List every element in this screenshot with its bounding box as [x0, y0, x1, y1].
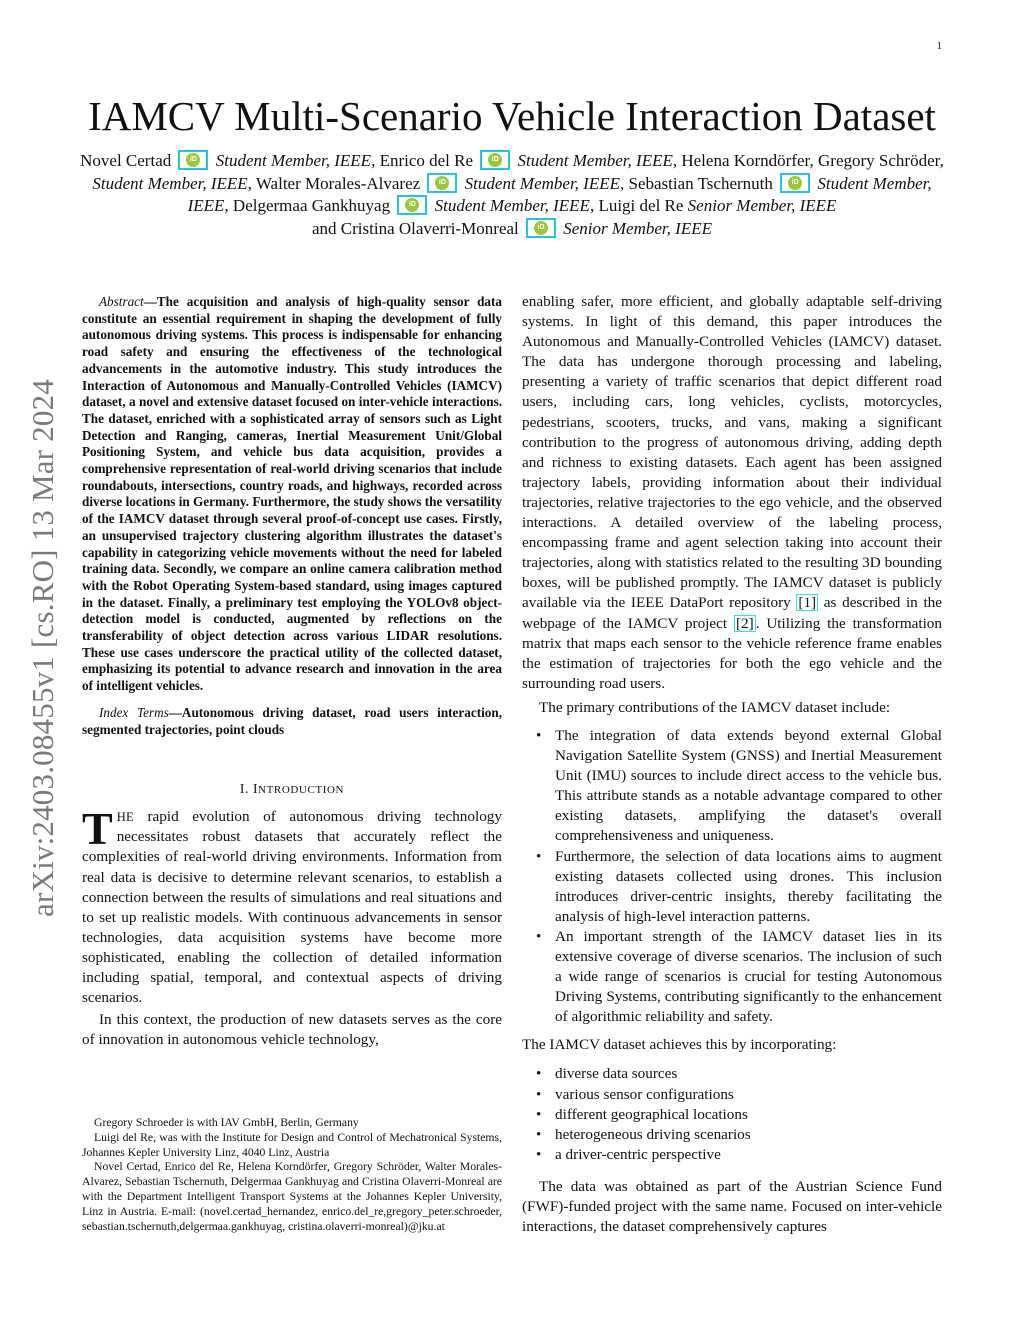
author-name: , Delgermaa Gankhuyag: [224, 196, 391, 215]
author-role: Student Member, IEEE: [92, 173, 248, 193]
features-list: [522, 1064, 942, 1164]
drop-cap: T: [82, 803, 113, 855]
author-role: Student Member, IEEE: [187, 173, 932, 215]
orcid-icon[interactable]: iD: [780, 173, 810, 193]
abstract-text: —The acquisition and analysis of high-quality sensor data constitute an essential requirement in shaping the development of fully autonomous driving systems. This process is indispensable for enhancing road safety and ensuring the effectiveness of the technological advancements in the automotive industry. This study introduces the Interaction of Autonomous and Manually-Controlled Vehicles (IAMCV) dataset, a novel and extensive dataset focused on inter-vehicle interactions. The dataset, enriched with a sophisticated array of sensors such as Light Detection and Ranging, cameras, Inertial Measurement Unit/Global Positioning System, and vehicle bus data acquisition, provides a comprehensive representation of real-world driving scenarios that include roundabouts, intersections, country roads, and highways, recorded across diverse locations in Germany. Furthermore, the study shows the versatility of the IAMCV dataset through several proof-of-concept use cases. Firstly, an unsupervised trajectory clustering algorithm illustrates the dataset's capability in categorizing vehicle movements without the need for labeled training data. Secondly, we compare an online camera calibration method with the Robot Operating System-based standard, using images captured in the dataset. Finally, a preliminary test employing the YOLOv8 object-detection model is conducted, augmented by reflections on the transferability of object detection across various LIDAR resolutions. These use cases underscore the practical utility of the collected dataset, emphasizing its potential to advance research and innovation in the area of intelligent vehicles.: [82, 294, 502, 694]
arxiv-id: arXiv:2403.08455v1 [cs.RO] 13 Mar 2024: [25, 379, 61, 917]
author-role: Senior Member, IEEE: [687, 196, 837, 215]
paragraph: The data was obtained as part of the Austrian Science Fund (FWF)-funded project with the same name. Focused on inter-vehicle interactions, the dataset comprehensively captures: [522, 1177, 942, 1236]
orcid-icon[interactable]: iD: [178, 150, 208, 170]
citation-link[interactable]: [2]: [735, 614, 754, 632]
intro-paragraph-2: In this context, the production of new datasets serves as the core of innovation in autonomous vehicle technology,: [82, 1011, 502, 1049]
paragraph: The IAMCV dataset achieves this by incorporating:: [522, 1036, 837, 1054]
footnote: Luigi del Re, was with the Institute for Design and Control of Mechatronical Systems, Johannes Kepler University Linz, 4040 Linz, Austria: [82, 1130, 502, 1159]
index-terms-text: —Autonomous driving dataset, road users interaction, segmented trajectories, point clouds: [82, 704, 502, 737]
page-number: 1: [936, 40, 942, 52]
list-item: • Furthermore, the selection of data locations aims to augment existing datasets collected using drones. This inclusion introduces driver-centric insights, thereby facilitating the analysis of high-level interaction patterns.: [522, 847, 942, 927]
author-name: , Walter Morales-Alvarez: [247, 173, 421, 193]
citation-link[interactable]: [1]: [798, 594, 817, 612]
paper-title: IAMCV Multi-Scenario Vehicle Interaction Dataset: [88, 93, 936, 139]
list-item: • heterogeneous driving scenarios: [522, 1125, 942, 1145]
orcid-icon[interactable]: iD: [397, 195, 427, 215]
left-column: [82, 294, 502, 1050]
paragraph: The primary contributions of the IAMCV dataset include:: [539, 698, 891, 716]
author-name: , Enrico del Re: [371, 151, 474, 170]
orcid-icon[interactable]: iD: [526, 218, 556, 238]
author-role: Senior Member, IEEE: [563, 218, 712, 238]
list-item: • various sensor configurations: [522, 1085, 942, 1105]
section-heading: I. INTRODUCTION: [239, 781, 345, 797]
author-name: Novel Certad: [80, 151, 172, 170]
index-terms-label: Index Terms: [99, 704, 169, 720]
index-terms: [82, 705, 502, 738]
intro-paragraph: THE rapid evolution of autonomous driving technology necessitates robust datasets that accurately reflect the complexities of real-world driving environments. Information from real data is decisive to determine relevant scenarios, to establish a connection between the results of simulations and real situations and to set up realistic models. With continuous advancements in sensor technologies, data acquisition systems have become more sophisticated, enabling the collection of detailed information including spatial, temporal, and contextual aspects of driving scenarios.: [82, 803, 502, 1007]
author-list: [78, 150, 946, 240]
footnote: Novel Certad, Enrico del Re, Helena Korndörfer, Gregory Schröder, Walter Morales-Alvarez, Sebastian Tschernuth, Delgermaa Gankhuyag and Cristina Olaverri-Monreal are with the Department Intelligent Transport Systems at the Johannes Kepler University, Linz in Austria. E-mail: (novel.certad_hernandez, enrico.del_re,gregory_peter.schroeder, sebastian.tschernuth,delgermaa.gankhuyag, cristina.olaverri-monreal)@jku.at: [82, 1160, 502, 1233]
list-item: • An important strength of the IAMCV dataset lies in its extensive coverage of diverse scenarios. The inclusion of such a wide range of scenarios is crucial for testing Autonomous Driving Systems, contributing significantly to the enhancement of algorithmic reliability and safety.: [522, 927, 942, 1027]
author-name: and Cristina Olaverri-Monreal: [312, 218, 519, 238]
list-item: • a driver-centric perspective: [522, 1145, 942, 1165]
paragraph: enabling safer, more efficient, and globally adaptable self-driving systems. In light of this demand, this paper introduces the Autonomous and Manually-Controlled Vehicles (IAMCV) dataset. The data has undergone thorough processing and labeling, presenting a variety of traffic scenarios that depict different road users, including cars, long vehicles, cyclists, motorcycles, pedestrians, scooters, trucks, and vans, making a significant contribution to the progress of autonomous driving, adding depth and richness to existing datasets. Each agent has been assigned trajectory labels, providing information about their individual trajectories, relative trajectories to the ego vehicle, and the observed interactions. A detailed overview of the labeling process, encompassing frame and agent selection taking into account their trajectories, along with statistics related to the resulting 3D bounding boxes, will be published promptly. The IAMCV dataset is publicly available via the IEEE DataPort repository [1] as described in the webpage of the IAMCV project [2] . Utilizing the transformation matrix that maps each sensor to the vehicle reference frame enables the estimation of trajectories for both the ego vehicle and the surrounding road users.: [522, 293, 942, 692]
author-name: , Sebastian Tschernuth: [620, 173, 773, 193]
orcid-icon[interactable]: iD: [427, 173, 457, 193]
author-role: Student Member, IEEE: [434, 196, 590, 215]
arxiv-watermark: [25, 348, 61, 948]
list-item: • diverse data sources: [522, 1064, 942, 1084]
abstract-label: Abstract: [99, 294, 144, 309]
list-item: • The integration of data extends beyond external Global Navigation Satellite System (GNSS) and Inertial Measurement Unit (IMU) sources to include direct access to the vehicle bus. This attribute stands as a notable advantage compared to other existing datasets, amplifying the dataset's overall comprehensiveness and uniqueness.: [522, 726, 942, 847]
list-item: • different geographical locations: [522, 1105, 942, 1125]
abstract: [82, 294, 502, 695]
contributions-list: [522, 726, 942, 1027]
footnotes: [82, 1116, 502, 1234]
author-role: Student Member, IEEE: [215, 151, 372, 170]
orcid-icon[interactable]: iD: [480, 150, 510, 170]
footnote: Gregory Schroeder is with IAV GmbH, Berlin, Germany: [94, 1116, 359, 1129]
author-role: Student Member, IEEE: [464, 173, 620, 193]
author-name: , Luigi del Re: [589, 196, 684, 215]
author-role: Student Member, IEEE: [517, 151, 673, 170]
right-column: [522, 292, 942, 1237]
author-name: , Helena Korndörfer, Gregory Schröder,: [672, 151, 944, 170]
